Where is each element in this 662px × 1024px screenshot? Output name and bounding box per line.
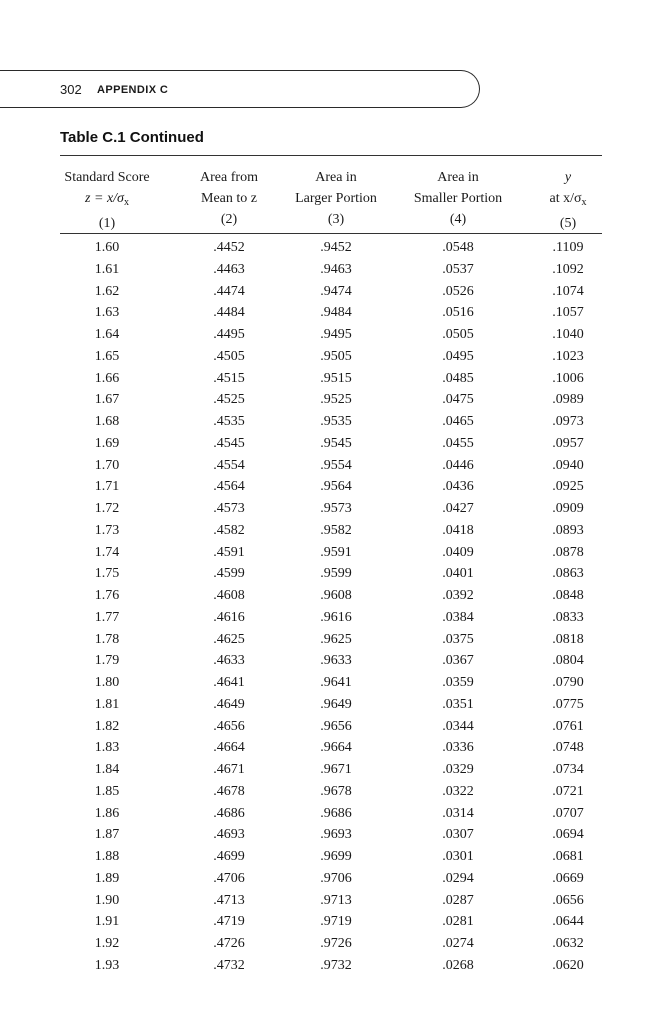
table-cell-col-5: .0909 xyxy=(552,501,584,516)
table-cell-col-3: .9616 xyxy=(320,609,352,625)
table-row xyxy=(0,650,662,672)
table-cell-col-4: .0287 xyxy=(442,892,474,908)
table-cell-col-5: .0973 xyxy=(552,414,584,429)
table-cell-col-1: 1.85 xyxy=(94,783,120,799)
table-cell-col-2: .4545 xyxy=(213,435,245,451)
table-cell-col-1: 1.88 xyxy=(94,849,120,864)
column-header-3 xyxy=(295,167,377,230)
table-cell-col-3: .9545 xyxy=(320,435,352,451)
table-row xyxy=(0,520,662,542)
table-title: Table C.1 Continued xyxy=(60,129,204,146)
table-cell-col-3: .9599 xyxy=(320,566,352,582)
table-row xyxy=(0,759,662,781)
table-cell-col-4: .0375 xyxy=(442,631,474,647)
table-cell-col-5: .0681 xyxy=(552,849,584,864)
table-cell-col-2: .4608 xyxy=(213,588,245,603)
table-cell-col-1: 1.75 xyxy=(94,566,120,582)
table-row xyxy=(0,259,662,281)
table-cell-col-1: 1.68 xyxy=(94,414,120,429)
table-cell-col-5: .0620 xyxy=(552,957,584,973)
table-cell-col-5: .1040 xyxy=(552,327,584,342)
table-cell-col-5: .0775 xyxy=(552,696,584,712)
table-cell-col-4: .0526 xyxy=(442,283,474,299)
table-cell-col-5: .0989 xyxy=(552,392,584,408)
table-cell-col-5: .1057 xyxy=(552,305,584,321)
column-header-4-number: (4) xyxy=(449,212,467,227)
table-row xyxy=(0,237,662,259)
table-row xyxy=(0,368,662,390)
table-cell-col-4: .0314 xyxy=(442,805,474,821)
table-cell-col-3: .9625 xyxy=(320,631,352,647)
table-row xyxy=(0,890,662,912)
table-row xyxy=(0,542,662,564)
table-cell-col-4: .0367 xyxy=(442,653,474,669)
table-cell-col-3: .9525 xyxy=(320,392,352,408)
table-cell-col-2: .4649 xyxy=(213,696,245,712)
table-cell-col-2: .4633 xyxy=(213,653,245,669)
table-cell-col-2: .4616 xyxy=(213,609,245,625)
table-cell-col-4: .0465 xyxy=(442,414,474,429)
table-cell-col-5: .0761 xyxy=(552,718,584,734)
table-row xyxy=(0,911,662,933)
table-cell-col-4: .0446 xyxy=(442,457,474,473)
table-row xyxy=(0,498,662,520)
table-row xyxy=(0,716,662,738)
table-cell-col-5: .0957 xyxy=(552,435,584,451)
table-cell-col-5: .0818 xyxy=(552,631,584,647)
table-cell-col-5: .0925 xyxy=(552,479,584,495)
column-header-2-subtitle: Mean to z xyxy=(201,191,257,206)
table-cell-col-1: 1.63 xyxy=(94,305,120,321)
table-cell-col-3: .9726 xyxy=(320,936,352,951)
table-cell-col-3: .9608 xyxy=(320,588,352,603)
column-header-5-number: (5) xyxy=(559,216,577,231)
table-cell-col-3: .9495 xyxy=(320,327,352,342)
table-cell-col-5: .0632 xyxy=(552,936,584,951)
table-cell-col-4: .0485 xyxy=(442,370,474,386)
table-cell-col-1: 1.62 xyxy=(94,283,120,299)
table-cell-col-2: .4582 xyxy=(213,522,245,538)
table-row xyxy=(0,672,662,694)
table-row xyxy=(0,324,662,346)
column-header-5-formula-sub: x xyxy=(581,197,587,208)
table-cell-col-3: .9573 xyxy=(320,501,352,516)
table-cell-col-1: 1.84 xyxy=(94,762,120,777)
table-cell-col-5: .1092 xyxy=(552,261,584,277)
table-cell-col-3: .9582 xyxy=(320,522,352,538)
table-row xyxy=(0,411,662,433)
table-row xyxy=(0,824,662,846)
column-header-4 xyxy=(414,167,502,230)
table-row xyxy=(0,389,662,411)
column-header-1-number: (1) xyxy=(98,216,116,231)
table-cell-col-4: .0359 xyxy=(442,675,474,690)
table-cell-col-4: .0505 xyxy=(442,327,474,342)
table-cell-col-4: .0516 xyxy=(442,305,474,321)
table-cell-col-1: 1.80 xyxy=(94,675,120,690)
table-cell-col-5: .0893 xyxy=(552,522,584,538)
table-cell-col-5: .0833 xyxy=(552,609,584,625)
table-cell-col-2: .4664 xyxy=(213,740,245,756)
table-row xyxy=(0,476,662,498)
table-row xyxy=(0,607,662,629)
column-header-3-subtitle: Larger Portion xyxy=(295,191,377,206)
column-header-1 xyxy=(64,167,149,234)
table-cell-col-4: .0548 xyxy=(442,240,474,255)
table-cell-col-3: .9693 xyxy=(320,827,352,843)
table-cell-col-1: 1.69 xyxy=(94,435,120,451)
table-cell-col-2: .4564 xyxy=(213,479,245,495)
table-body xyxy=(0,237,662,977)
table-cell-col-3: .9656 xyxy=(320,718,352,734)
table-cell-col-4: .0307 xyxy=(442,827,474,843)
table-cell-col-5: .0790 xyxy=(552,675,584,690)
table-row xyxy=(0,955,662,977)
table-cell-col-2: .4515 xyxy=(213,370,245,386)
table-cell-col-2: .4625 xyxy=(213,631,245,647)
column-header-5-title: y xyxy=(564,170,572,185)
column-header-4-title: Area in xyxy=(437,170,479,185)
table-cell-col-3: .9474 xyxy=(320,283,352,299)
table-cell-col-2: .4554 xyxy=(213,457,245,473)
table-row xyxy=(0,803,662,825)
column-header-2-number: (2) xyxy=(220,212,238,227)
table-cell-col-4: .0418 xyxy=(442,522,474,538)
column-header-5 xyxy=(549,167,586,234)
table-cell-col-4: .0336 xyxy=(442,740,474,756)
table-row xyxy=(0,868,662,890)
table-cell-col-4: .0281 xyxy=(442,914,474,930)
table-cell-col-4: .0351 xyxy=(442,696,474,712)
table-cell-col-5: .0863 xyxy=(552,566,584,582)
table-cell-col-2: .4713 xyxy=(213,892,245,908)
table-cell-col-2: .4726 xyxy=(213,936,245,951)
table-cell-col-4: .0427 xyxy=(442,501,474,516)
table-row xyxy=(0,933,662,955)
table-cell-col-2: .4656 xyxy=(213,718,245,734)
column-header-5-formula xyxy=(549,188,586,213)
table-cell-col-4: .0384 xyxy=(442,609,474,625)
table-cell-col-1: 1.78 xyxy=(94,631,120,647)
table-cell-col-3: .9633 xyxy=(320,653,352,669)
column-header-1-formula-text: z = x/σ xyxy=(85,191,124,206)
table-cell-col-3: .9678 xyxy=(320,783,352,799)
table-cell-col-2: .4474 xyxy=(213,283,245,299)
table-cell-col-2: .4452 xyxy=(213,240,245,255)
table-cell-col-4: .0455 xyxy=(442,435,474,451)
table-row xyxy=(0,302,662,324)
table-cell-col-2: .4693 xyxy=(213,827,245,843)
table-cell-col-3: .9591 xyxy=(320,544,352,560)
table-cell-col-1: 1.71 xyxy=(94,479,120,495)
table-header-rule xyxy=(60,233,602,234)
table-cell-col-3: .9719 xyxy=(320,914,352,930)
table-cell-col-2: .4732 xyxy=(213,957,245,973)
table-cell-col-2: .4671 xyxy=(213,762,245,777)
table-cell-col-1: 1.66 xyxy=(94,370,120,386)
table-cell-col-2: .4591 xyxy=(213,544,245,560)
table-cell-col-4: .0268 xyxy=(442,957,474,973)
table-cell-col-1: 1.93 xyxy=(94,957,120,973)
table-cell-col-3: .9554 xyxy=(320,457,352,473)
table-cell-col-3: .9686 xyxy=(320,805,352,821)
table-row xyxy=(0,694,662,716)
table-cell-col-4: .0495 xyxy=(442,348,474,364)
column-header-1-title: Standard Score xyxy=(64,170,150,185)
table-cell-col-4: .0329 xyxy=(442,762,474,777)
table-cell-col-5: .0656 xyxy=(552,892,584,908)
table-cell-col-1: 1.83 xyxy=(94,740,120,756)
table-cell-col-5: .0940 xyxy=(552,457,584,473)
table-cell-col-3: .9564 xyxy=(320,479,352,495)
table-cell-col-4: .0409 xyxy=(442,544,474,560)
table-row xyxy=(0,846,662,868)
table-cell-col-4: .0301 xyxy=(442,849,474,864)
table-cell-col-5: .0804 xyxy=(552,653,584,669)
column-header-1-formula-sub: x xyxy=(123,197,129,208)
table-cell-col-1: 1.60 xyxy=(94,240,120,255)
table-cell-col-5: .0748 xyxy=(552,740,584,756)
table-cell-col-5: .0721 xyxy=(552,783,584,799)
table-cell-col-1: 1.72 xyxy=(94,501,120,516)
table-cell-col-2: .4699 xyxy=(213,849,245,864)
table-cell-col-1: 1.61 xyxy=(94,261,120,277)
table-cell-col-4: .0401 xyxy=(442,566,474,582)
table-row xyxy=(0,346,662,368)
table-cell-col-4: .0322 xyxy=(442,783,474,799)
table-cell-col-1: 1.73 xyxy=(94,522,120,538)
table-cell-col-1: 1.92 xyxy=(94,936,120,951)
table-cell-col-4: .0274 xyxy=(442,936,474,951)
table-row xyxy=(0,585,662,607)
table-cell-col-4: .0436 xyxy=(442,479,474,495)
table-cell-col-4: .0294 xyxy=(442,870,474,886)
column-header-3-title: Area in xyxy=(315,170,357,185)
table-cell-col-5: .0694 xyxy=(552,827,584,843)
table-cell-col-5: .0734 xyxy=(552,762,584,777)
table-row xyxy=(0,781,662,803)
page-number: 302 xyxy=(60,82,82,97)
table-cell-col-1: 1.74 xyxy=(94,544,120,560)
column-header-3-number: (3) xyxy=(327,212,345,227)
table-cell-col-5: .0848 xyxy=(552,588,584,603)
table-cell-col-3: .9641 xyxy=(320,675,352,690)
table-row xyxy=(0,629,662,651)
table-cell-col-1: 1.90 xyxy=(94,892,120,908)
column-header-1-formula xyxy=(64,188,149,213)
table-cell-col-4: .0392 xyxy=(442,588,474,603)
table-cell-col-4: .0537 xyxy=(442,261,474,277)
table-cell-col-1: 1.64 xyxy=(94,327,120,342)
table-cell-col-5: .1109 xyxy=(552,240,584,255)
table-row xyxy=(0,281,662,303)
table-cell-col-1: 1.87 xyxy=(94,827,120,843)
column-header-4-subtitle: Smaller Portion xyxy=(413,191,503,206)
table-row xyxy=(0,563,662,585)
table-cell-col-5: .1006 xyxy=(552,370,584,386)
table-cell-col-1: 1.76 xyxy=(94,588,120,603)
table-cell-col-5: .0707 xyxy=(552,805,584,821)
table-cell-col-1: 1.77 xyxy=(94,609,120,625)
table-cell-col-3: .9463 xyxy=(320,261,352,277)
table-cell-col-2: .4686 xyxy=(213,805,245,821)
table-cell-col-2: .4573 xyxy=(213,501,245,516)
table-cell-col-5: .1023 xyxy=(552,348,584,364)
table-cell-col-3: .9664 xyxy=(320,740,352,756)
table-cell-col-1: 1.65 xyxy=(94,348,120,364)
table-cell-col-1: 1.91 xyxy=(94,914,120,930)
column-header-5-formula-text: at x/σ xyxy=(549,191,582,206)
table-cell-col-2: .4525 xyxy=(213,392,245,408)
table-cell-col-2: .4599 xyxy=(213,566,245,582)
table-cell-col-2: .4706 xyxy=(213,870,245,886)
table-cell-col-5: .0644 xyxy=(552,914,584,930)
table-cell-col-3: .9671 xyxy=(320,762,352,777)
table-cell-col-5: .0878 xyxy=(552,544,584,560)
table-row xyxy=(0,737,662,759)
table-cell-col-3: .9505 xyxy=(320,348,352,364)
table-row xyxy=(0,433,662,455)
table-cell-col-5: .1074 xyxy=(552,283,584,299)
table-cell-col-3: .9484 xyxy=(320,305,352,321)
table-cell-col-2: .4641 xyxy=(213,675,245,690)
table-cell-col-2: .4678 xyxy=(213,783,245,799)
table-cell-col-3: .9706 xyxy=(320,870,352,886)
table-cell-col-2: .4535 xyxy=(213,414,245,429)
section-label: APPENDIX C xyxy=(97,84,169,96)
table-cell-col-5: .0669 xyxy=(552,870,584,886)
table-cell-col-2: .4484 xyxy=(213,305,245,321)
table-cell-col-3: .9649 xyxy=(320,696,352,712)
table-cell-col-1: 1.67 xyxy=(94,392,120,408)
table-cell-col-3: .9452 xyxy=(320,240,352,255)
table-cell-col-1: 1.81 xyxy=(94,696,120,712)
column-header-2 xyxy=(200,167,258,230)
table-cell-col-1: 1.86 xyxy=(94,805,120,821)
table-cell-col-2: .4495 xyxy=(213,327,245,342)
table-cell-col-1: 1.79 xyxy=(94,653,120,669)
table-cell-col-3: .9535 xyxy=(320,414,352,429)
table-cell-col-2: .4505 xyxy=(213,348,245,364)
table-cell-col-1: 1.70 xyxy=(94,457,120,473)
table-cell-col-4: .0475 xyxy=(442,392,474,408)
column-header-2-title: Area from xyxy=(200,170,258,185)
table-cell-col-1: 1.89 xyxy=(94,870,120,886)
table-cell-col-3: .9515 xyxy=(320,370,352,386)
table-top-rule xyxy=(60,155,602,156)
table-cell-col-3: .9713 xyxy=(320,892,352,908)
table-cell-col-4: .0344 xyxy=(442,718,474,734)
table-row xyxy=(0,455,662,477)
table-cell-col-3: .9732 xyxy=(320,957,352,973)
table-cell-col-1: 1.82 xyxy=(94,718,120,734)
table-cell-col-2: .4719 xyxy=(213,914,245,930)
table-cell-col-3: .9699 xyxy=(320,849,352,864)
table-cell-col-2: .4463 xyxy=(213,261,245,277)
